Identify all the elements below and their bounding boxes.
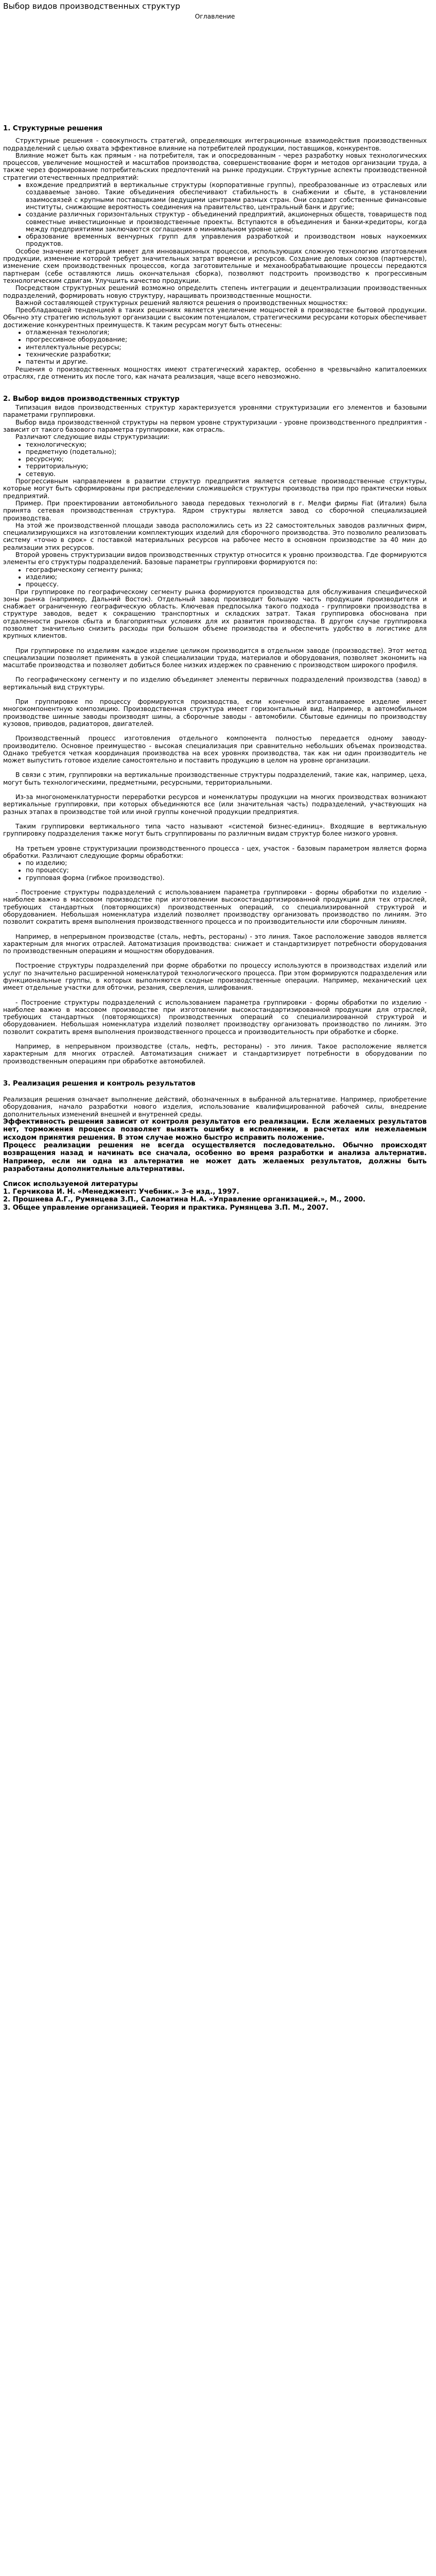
section-1-heading: 1. Структурные решения — [3, 125, 103, 133]
paragraph: Например, в непрерывном производстве (сталь, нефть, рестораны) - это линия. Такое расположение заводов является характерным для многих отраслей. Автоматизация производства: снижает и стандартизирует потребности оборудования по производственным операциям и мощностям оборудования. — [3, 933, 427, 955]
bullet-list — [3, 859, 427, 882]
section-3-heading: 3. Реализация решения и контроль результатов — [3, 1079, 196, 1088]
paragraph: Второй уровень структуризации видов производственных структур относится к уровню производства. Где формируются элементы его структуры подразделений. Базовые параметры группировки формируются по: — [3, 551, 427, 566]
references-title: Список используемой литературы — [3, 1180, 138, 1188]
list-item: • по процессу; — [26, 867, 427, 874]
paragraph: Типизация видов производственных структур характеризуется уровнями структуризации его элементов и базовыми параметрами группировки. — [3, 404, 427, 419]
list-item: • технические разработки; — [26, 351, 427, 358]
paragraph: При группировке по изделиям каждое изделие целиком производится в отдельном заводе (производстве). Этот метод специализации позволяет применять в узкой специализации труда, материалов и оборудования, позволяет экономить на масштабе производства и позволяет добиться более низких издержек по сравнению с производством широкого профиля. — [3, 647, 427, 669]
list-item: ▪ образование временных венчурных групп для управления разработкой и производством новых наукоемких продуктов. — [26, 233, 427, 248]
paragraph: Реализация решения означает выполнение действий, обозначенных в выбранной альтернативе. Например, приобретение оборудования, начало разработки нового изделия, использование квалифицированной рабочей силы, внедрение дополнительных изменений внешней и внутренней среды. — [3, 1095, 427, 1118]
paragraph: При группировке по географическому сегменту рынка формируются производства для обслуживания специфической зоны рынка (например, Дальний Восток). Отдельный завод производит большую часть продукции производителя и снабжает ограниченную географическую область. Ключевая предпосылка такого подхода - группировки производства в структуре заводов, ведет к сокращению транспортных и складских затрат. Такая группировка обоснована при отдаленности рынков сбыта и благоприятных условиях для их развития производства. В другом случае группировка позволяет значительно снизить расходы при большом объеме производства и обеспечить удобство в логистике для крупных клиентов. — [3, 588, 427, 640]
list-item: • патенты и другие. — [26, 358, 427, 365]
list-item: • технологическую; — [26, 441, 427, 448]
reference-item: 2. Прошнева А.Г., Румянцева З.П., Саломатина Н.А. «Управление организацией.», М., 2000. — [3, 1196, 365, 1204]
list-item: • территориальную; — [26, 463, 427, 470]
document — [0, 0, 430, 1234]
paragraph: Прогрессивным направлением в развитии структур предприятия является сетевые производственные структуры, которые могут быть сформированы при распределении сложившейся структуры производства при про практически новых предприятий. — [3, 478, 427, 500]
bullet-list — [3, 566, 427, 588]
list-item: ▪ вхождение предприятий в вертикальные структуры (корпоративные группы), преобразованные из отраслевых или создаваемые заново. Такие объединения обеспечивают стабильность в снабжении и сбыте, в установлении взаимосвязей с крупными поставщиками (ведущими центрами разных стран. Они создают собственные финансовые институты, снижающие вероятность соединения на правительство, центральный банк и другие; — [26, 181, 427, 211]
paragraph: Особое значение интеграция имеет для инновационных процессов, использующих сложную технологию изготовления продукции, изменение которой требует значительных затрат времени и ресурсов. Создание деловых союзов (партнерств), изменение схем производственных процессов, когда заготовительные и механообрабатывающие процессы передаются партнерам (себе оставляются лишь окончательная сборка), позволяют подстроить производство к прогрессивным технологическим сдвигам. Улучшить качество продукции. — [3, 247, 427, 284]
paragraph: Например, в непрерывном производстве (сталь, нефть, рестораны) - это линия. Такое расположение является характерным для многих отраслей. Автоматизация снижает и стандартизирует потребности в оборудовании по производственным операциям при обработке автомобилей. — [3, 1043, 427, 1065]
list-item: • отлаженная технология; — [26, 329, 427, 336]
list-item: • групповая форма (гибкое производство). — [26, 874, 427, 882]
reference-item: 3. Общее управление организацией. Теория и практика. Румянцева З.П. М., 2007. — [3, 1204, 329, 1212]
paragraph: Преобладающей тенденцией в таких решениях является увеличение мощностей в производстве бытовой продукции. Обычно эту стратегию используют организации с высоким потенциалом, стратегическими ресурсами которых обеспечивает достижение конкурентных преимуществ. К таким ресурсам могут быть отнесены: — [3, 307, 427, 329]
bold-paragraph: Процесс реализации решения не всегда осуществляется последовательно. Обычно происходят возвращения назад и начинать все сначала, особенно во время разработки и анализа альтернатив. Например, если ни одна из альтернатив не может дать желаемых результатов, должны быть разработаны дополнительные альтернативы. — [3, 1142, 427, 1174]
paragraph: Важной составляющей структурных решений являются решения о производственных мощностях: — [15, 299, 348, 307]
list-item: • ресурсную; — [26, 455, 427, 463]
document-title: Выбор видов производственных структур — [3, 2, 181, 11]
paragraph: Таким группировки вертикального типа часто называют «системой бизнес-единиц». Входящие в вертикальную группировку подразделения также могут быть сгруппированы по различным видам структур более низкого уровня. — [3, 822, 427, 838]
paragraph: Выбор вида производственной структуры на первом уровне структуризации - уровне производственного предприятия - зависит от такого базового параметра группировки, как отрасль. — [3, 418, 427, 433]
bullet-list — [3, 329, 427, 365]
reference-item: 1. Герчикова И. Н. «Менеджмент: Учебник.» 3-е изд., 1997. — [3, 1188, 239, 1196]
bullet-list — [3, 181, 427, 248]
paragraph: - Построение структуры подразделений с использованием параметра группировки - формы обработки по изделию - наиболее важно в массовом производстве при изготовлении высокостандартизированной продукции для тех отраслей, требующих стандартных (повторяющихся) производственных операций, со специализированной структурой и оборудованием. Небольшая номенклатура изделий позволяет производству организовать производство по линиям. Это позволит сократить время выполнения производственного процесса и по производительности или сборочным линиям. — [3, 889, 427, 926]
list-item: • прогрессивное оборудование; — [26, 336, 427, 343]
paragraph: Различают следующие виды структуризации: — [15, 433, 170, 441]
bullet-list — [3, 441, 427, 478]
list-item: • предметную (подетально); — [26, 448, 427, 455]
paragraph: Влияние может быть как прямым - на потребителя, так и опосредованным - через разработку новых технологических процессов, увеличение мощностей и масштабов производства, совершенствование форм и методов организации труда, а также через формирование потребительских предпочтений на рынке продукции. Структурные аспекты производственной стратегии отечественных предприятий: — [3, 151, 427, 181]
list-item: • сетевую. — [26, 470, 427, 478]
section-2-heading: 2. Выбор видов производственных структур — [3, 395, 180, 403]
toc-heading: Оглавление — [195, 13, 235, 20]
list-item: ▪ создание различных горизонтальных структур - объединений предприятий, акционерных обществ, товариществ под совместные инвестиционные и производственные проекты. Вступаются в объединения и банки-кредиторы, когда между предприятиями заключаются соглашения о минимальном уровне цены; — [26, 211, 427, 233]
paragraph: Посредством структурных решений возможно определить степень интеграции и децентрализации производственных подразделений, формировать новую структуру, наращивать производственные мощности. — [3, 284, 427, 299]
paragraph: Построение структуры подразделений при форме обработки по процессу используются в производствах изделий или услуг по значительно расширенной номенклатурой технологического процесса. При этом формируются подразделения или функциональные группы, в которых выполняются сходные производственные операции. Например, механический цех имеет отдельные участки для обточки, резания, сверления, шлифования. — [3, 962, 427, 992]
list-item: • по изделию; — [26, 859, 427, 867]
paragraph: На этой же производственной площади завода расположились сеть из 22 самостоятельных заводов различных фирм, специализирующихся на изготовлении комплектующих изделий для сборочного производства. Это позволило реализовать систему «точно в срок» с поставкой материальных ресурсов на рабочее место в основном производстве за 40 мин до реализации этих ресурсов. — [3, 521, 427, 551]
toc-space — [3, 20, 427, 124]
paragraph: По географическому сегменту и по изделию объединяет элементы первичных подразделений производства (завод) в вертикальный вид структуры. — [3, 676, 427, 691]
paragraph: В связи с этим, группировки на вертикальные производственные структуры подразделений, такие как, например, цеха, могут быть технологическими, предметными, ресурсными, территориальными. — [3, 771, 427, 786]
list-item: • географическому сегменту рынка; — [26, 566, 427, 573]
paragraph: Решения о производственных мощностях имеют стратегический характер, особенно в чрезвычайно капиталоемких отраслях, где отменить их после того, как начата реализация, чаще всего невозможно. — [3, 365, 427, 380]
paragraph: - Построение структуры подразделений с использованием параметра группировки - формы обработки по изделию - наиболее важно в массовом производстве при изготовлении высокостандартизированной продукции для отраслей, требующих стандартных (повторяющихся) производственных операций со специализированной структурой и оборудованием. Небольшая номенклатура изделий позволяет производству организовать производство по линиям. Это позволит сократить время выполнения производственного процесса и производительность при обработке и сборке. — [3, 998, 427, 1036]
paragraph: При группировке по процессу формируются производства, если конечное изготавливаемое изделие имеет многокомпонентную композицию. Производственная структура имеет горизонтальный вид. Например, в автомобильном производстве шинные заводы производят шины, а сборочные заводы - автомобили. Сбытовые единицы по производству кузовов, приводов, радиаторов, двигателей. — [3, 698, 427, 727]
paragraph: Структурные решения - совокупность стратегий, определяющих интеграционные взаимодействия производственных подразделений с целью охвата эффективное влияние на потребителей продукции, поставщиков, конкурентов. — [3, 137, 427, 152]
list-item: • интеллектуальные ресурсы; — [26, 344, 427, 351]
paragraph: Из-за многономенклатурности переработки ресурсов и номенклатуры продукции на многих производствах возникают вертикальные группировки, при которых объединяются все (или значительная часть) подразделений, участвующих на разных этапах в производстве той или иной группы конечной продукции предприятия. — [3, 793, 427, 816]
paragraph: Производственный процесс изготовления отдельного компонента полностью передается одному заводу-производителю. Основное преимущество - высокая специализация при сравнительно небольших объемах производства. Однако требуется четкая координация производства на всех уровнях производства, так как ни один производитель не может выпустить готовое изделие самостоятельно и поставить продукцию в целом на уровне организации. — [3, 735, 427, 765]
list-item: • процессу. — [26, 581, 427, 588]
paragraph: На третьем уровне структуризации производственного процесса - цех, участок - базовым параметром является форма обработки. Различают следующие формы обработки: — [3, 844, 427, 859]
bold-paragraph: Эффективность решения зависит от контроля результатов его реализации. Если желаемых результатов нет, торможения процесса позволяет выявить ошибку в исполнении, в расчетах или нежелаемым исходом принятия решения. В этом случае можно быстро исправить положение. — [3, 1117, 427, 1142]
paragraph: Пример. При проектировании автомобильного завода передовых технологий в г. Мелфи фирмы Fiat (Италия) была принята сетевая производственная структура. Ядром структуры является завод со сборочной специализацией производства. — [3, 499, 427, 522]
list-item: • изделию; — [26, 573, 427, 581]
